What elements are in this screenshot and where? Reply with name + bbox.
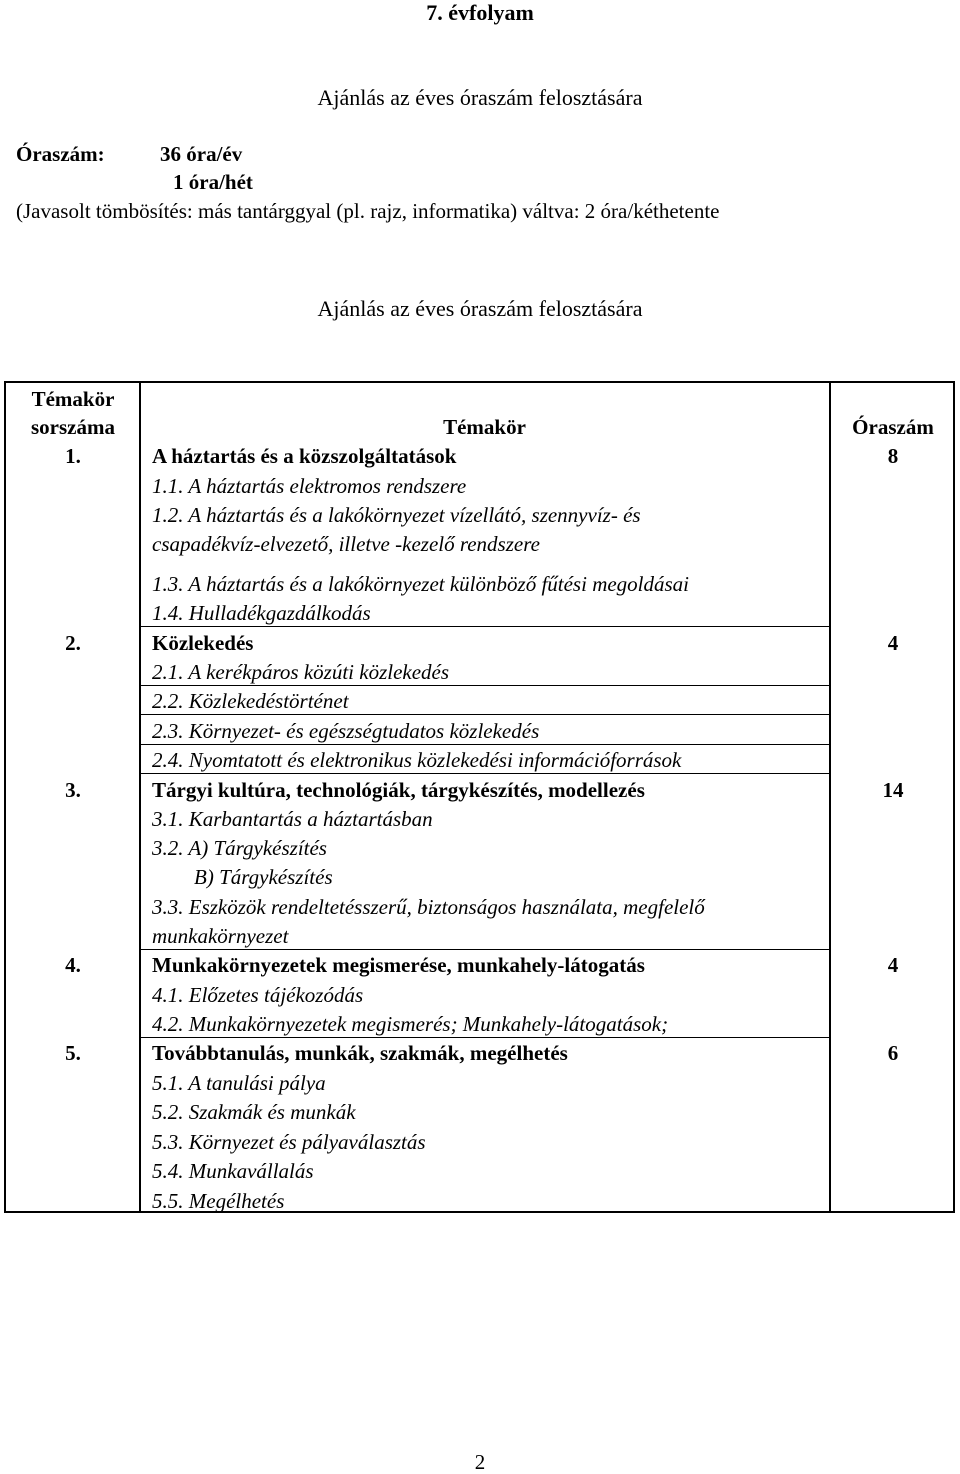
row-divider	[140, 1037, 831, 1038]
subtopic: 5.3. Környezet és pályaválasztás	[152, 1130, 426, 1154]
subtopic: 3.1. Karbantartás a háztartásban	[152, 807, 433, 831]
subtopic: 1.4. Hulladékgazdálkodás	[152, 601, 371, 625]
topic-title: Közlekedés	[152, 631, 254, 655]
subtopic: 1.1. A háztartás elektromos rendszere	[152, 474, 467, 498]
page-title: Ajánlás az éves óraszám felosztására	[317, 85, 643, 110]
subtopic: 4.1. Előzetes tájékozódás	[152, 983, 364, 1007]
column-header-topic: Témakör	[443, 415, 526, 439]
topic-hours: 4	[887, 953, 899, 977]
subtopic: 2.2. Közlekedéstörténet	[152, 689, 349, 713]
topic-title: Továbbtanulás, munkák, szakmák, megélhetés	[152, 1041, 568, 1065]
subtopic: 5.5. Megélhetés	[152, 1189, 285, 1213]
row-divider	[140, 744, 831, 745]
table-title: Ajánlás az éves óraszám felosztására	[317, 296, 643, 321]
subtopic: 1.3. A háztartás és a lakókörnyezet különböző fűtési megoldásai	[152, 572, 690, 596]
row-divider	[140, 626, 831, 627]
topic-title: Munkakörnyezetek megismerése, munkahely-látogatás	[152, 953, 645, 977]
subtopic: 2.3. Környezet- és egészségtudatos közlekedés	[152, 719, 540, 743]
subtopic: 4.2. Munkakörnyezetek megismerés; Munkahely-látogatások;	[152, 1012, 669, 1036]
column-header-number-line1: Témakör	[31, 387, 115, 411]
topic-number: 4.	[65, 953, 81, 977]
topic-hours: 4	[887, 631, 899, 655]
topic-number: 2.	[65, 631, 81, 655]
row-divider	[140, 773, 831, 774]
subtopic: 1.2. A háztartás és a lakókörnyezet vízellátó, szennyvíz- és	[152, 503, 641, 527]
subtopic: csapadékvíz-elvezető, illetve -kezelő rendszere	[152, 532, 540, 556]
subtopic: 3.2. A) Tárgykészítés	[152, 836, 327, 860]
topic-number: 3.	[65, 778, 81, 802]
topic-table	[4, 381, 955, 1213]
hours-per-week: 1 óra/hét	[173, 170, 253, 194]
subtopic: 5.2. Szakmák és munkák	[152, 1100, 356, 1124]
grade-heading: 7. évfolyam	[426, 0, 534, 25]
topic-title: Tárgyi kultúra, technológiák, tárgykészítés, modellezés	[152, 778, 645, 802]
subtopic: 5.1. A tanulási pálya	[152, 1071, 326, 1095]
scheduling-note: (Javasolt tömbösítés: más tantárggyal (pl. rajz, informatika) váltva: 2 óra/kéthetente	[16, 199, 720, 223]
row-divider	[140, 949, 831, 950]
subtopic: munkakörnyezet	[152, 924, 289, 948]
subtopic: 2.4. Nyomtatott és elektronikus közlekedési információforrások	[152, 748, 682, 772]
topic-number: 1.	[65, 444, 81, 468]
column-header-number-line2: sorszáma	[31, 415, 115, 439]
topic-hours: 6	[887, 1041, 899, 1065]
column-header-hours: Óraszám	[852, 415, 934, 439]
hours-per-year: 36 óra/év	[160, 142, 243, 166]
subtopic: 2.1. A kerékpáros közúti közlekedés	[152, 660, 450, 684]
subtopic: B) Tárgykészítés	[194, 865, 333, 889]
row-divider	[140, 714, 831, 715]
hours-label: Óraszám:	[16, 142, 105, 166]
topic-number: 5.	[65, 1041, 81, 1065]
topic-hours: 14	[882, 778, 904, 802]
row-divider	[140, 685, 831, 686]
page-number: 2	[474, 1450, 486, 1474]
topic-hours: 8	[887, 444, 899, 468]
topic-title: A háztartás és a közszolgáltatások	[152, 444, 457, 468]
subtopic: 5.4. Munkavállalás	[152, 1159, 314, 1183]
subtopic: 3.3. Eszközök rendeltetésszerű, biztonságos használata, megfelelő	[152, 895, 705, 919]
